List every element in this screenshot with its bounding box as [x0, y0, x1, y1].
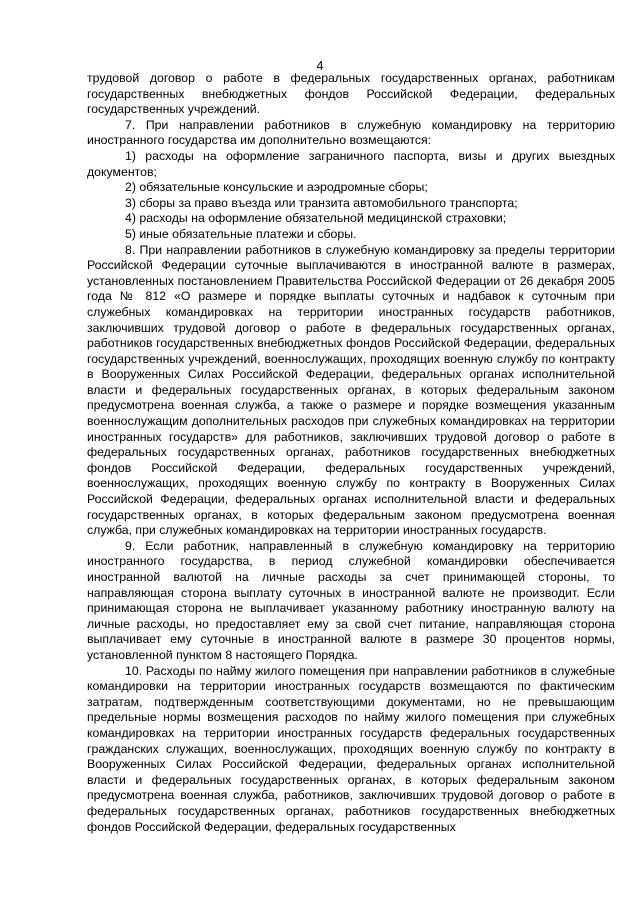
paragraph-item-9: 9. Если работник, направленный в служебную командировку на территорию иностранного государства, в период служебной командировки обеспечивается иностранной валютой на личные расходы за счет принимающей стороны, то направляющая сторона выплату суточных в иностранной валюте не производит. Если принимающая сторона не выплачивает указанному работнику иностранную валюту на личные расходы, но предоставляет ему за свой счет питание, направляющая сторона выплачивает ему суточные в иностранной валюте в размере 30 процентов нормы, установленной пунктом 8 настоящего Порядка.: [87, 538, 615, 662]
paragraph-item-10: 10. Расходы по найму жилого помещения при направлении работников в служебные командировки на территории иностранных государств возмещаются по фактическим затратам, подтвержденным соответствующими документами, но не превышающим предельные нормы возмещения расходов по найму жилого помещения при служебных командировках на территории иностранных государств федеральных государственных гражданских служащих, военнослужащих, проходящих военную службу по контракту в Вооруженных Силах Российской Федерации, федеральных органах исполнительной власти и федеральных государственных органах, в которых федеральным законом предусмотрена военная служба, работников, заключивших трудовой договор о работе в федеральных государственных органах, работников государственных внебюджетных фондов Российской Федерации, федеральных государственных: [87, 663, 615, 834]
page-number: 4: [316, 59, 324, 73]
paragraph-continuation: трудовой договор о работе в федеральных государственных органах, работникам государственных внебюджетных фондов Российской Федерации, федеральных государственных учреждений.: [87, 71, 615, 117]
list-item-2: 2) обязательные консульские и аэродромные сборы;: [125, 180, 428, 195]
list-item-1: 1) расходы на оформление заграничного паспорта, визы и других выездных документов;: [87, 148, 615, 179]
list-item-5: 5) иные обязательные платежи и сборы.: [125, 226, 357, 241]
paragraph-item-8: 8. При направлении работников в служебную командировку за пределы территории Российской Федерации суточные выплачиваются в иностранной валюте в размерах, установленных постановлением Правительства Российской Федерации от 26 декабря 2005 года № 812 «О размере и порядке выплаты суточных и надбавок к суточным при служебных командировках на территории иностранных государств работников, заключивших трудовой договор о работе в федеральных государственных органах, работников государственных внебюджетных фондов Российской Федерации, федеральных государственных учреждений, военнослужащих, проходящих военную службу по контракту в Вооруженных Силах Российской Федерации, федеральных органах исполнительной власти и федеральных государственных органах, в которых федеральным законом предусмотрена военная служба, а также о размере и порядке возмещения указанным военнослужащим дополнительных расходов при служебных командировках на территории иностранных государств» для работников, заключивших трудовой договор о работе в федеральных государственных органах, работников государственных внебюджетных фондов Российской Федерации, федеральных государственных учреждений, военнослужащих, проходящих военную службу по контракту в Вооруженных Силах Российской Федерации, федеральных органах исполнительной власти и федеральных государственных органах, в которых федеральным законом предусмотрена военная служба, при служебных командировках на территории иностранных государств.: [87, 242, 615, 538]
paragraph-item-7: 7. При направлении работников в служебную командировку на территорию иностранного государства им дополнительно возмещаются:: [87, 117, 615, 148]
document-body: [87, 71, 615, 835]
list-item-3: 3) сборы за право въезда или транзита автомобильного транспорта;: [125, 195, 518, 210]
list-item-4: 4) расходы на оформление обязательной медицинской страховки;: [125, 211, 507, 226]
